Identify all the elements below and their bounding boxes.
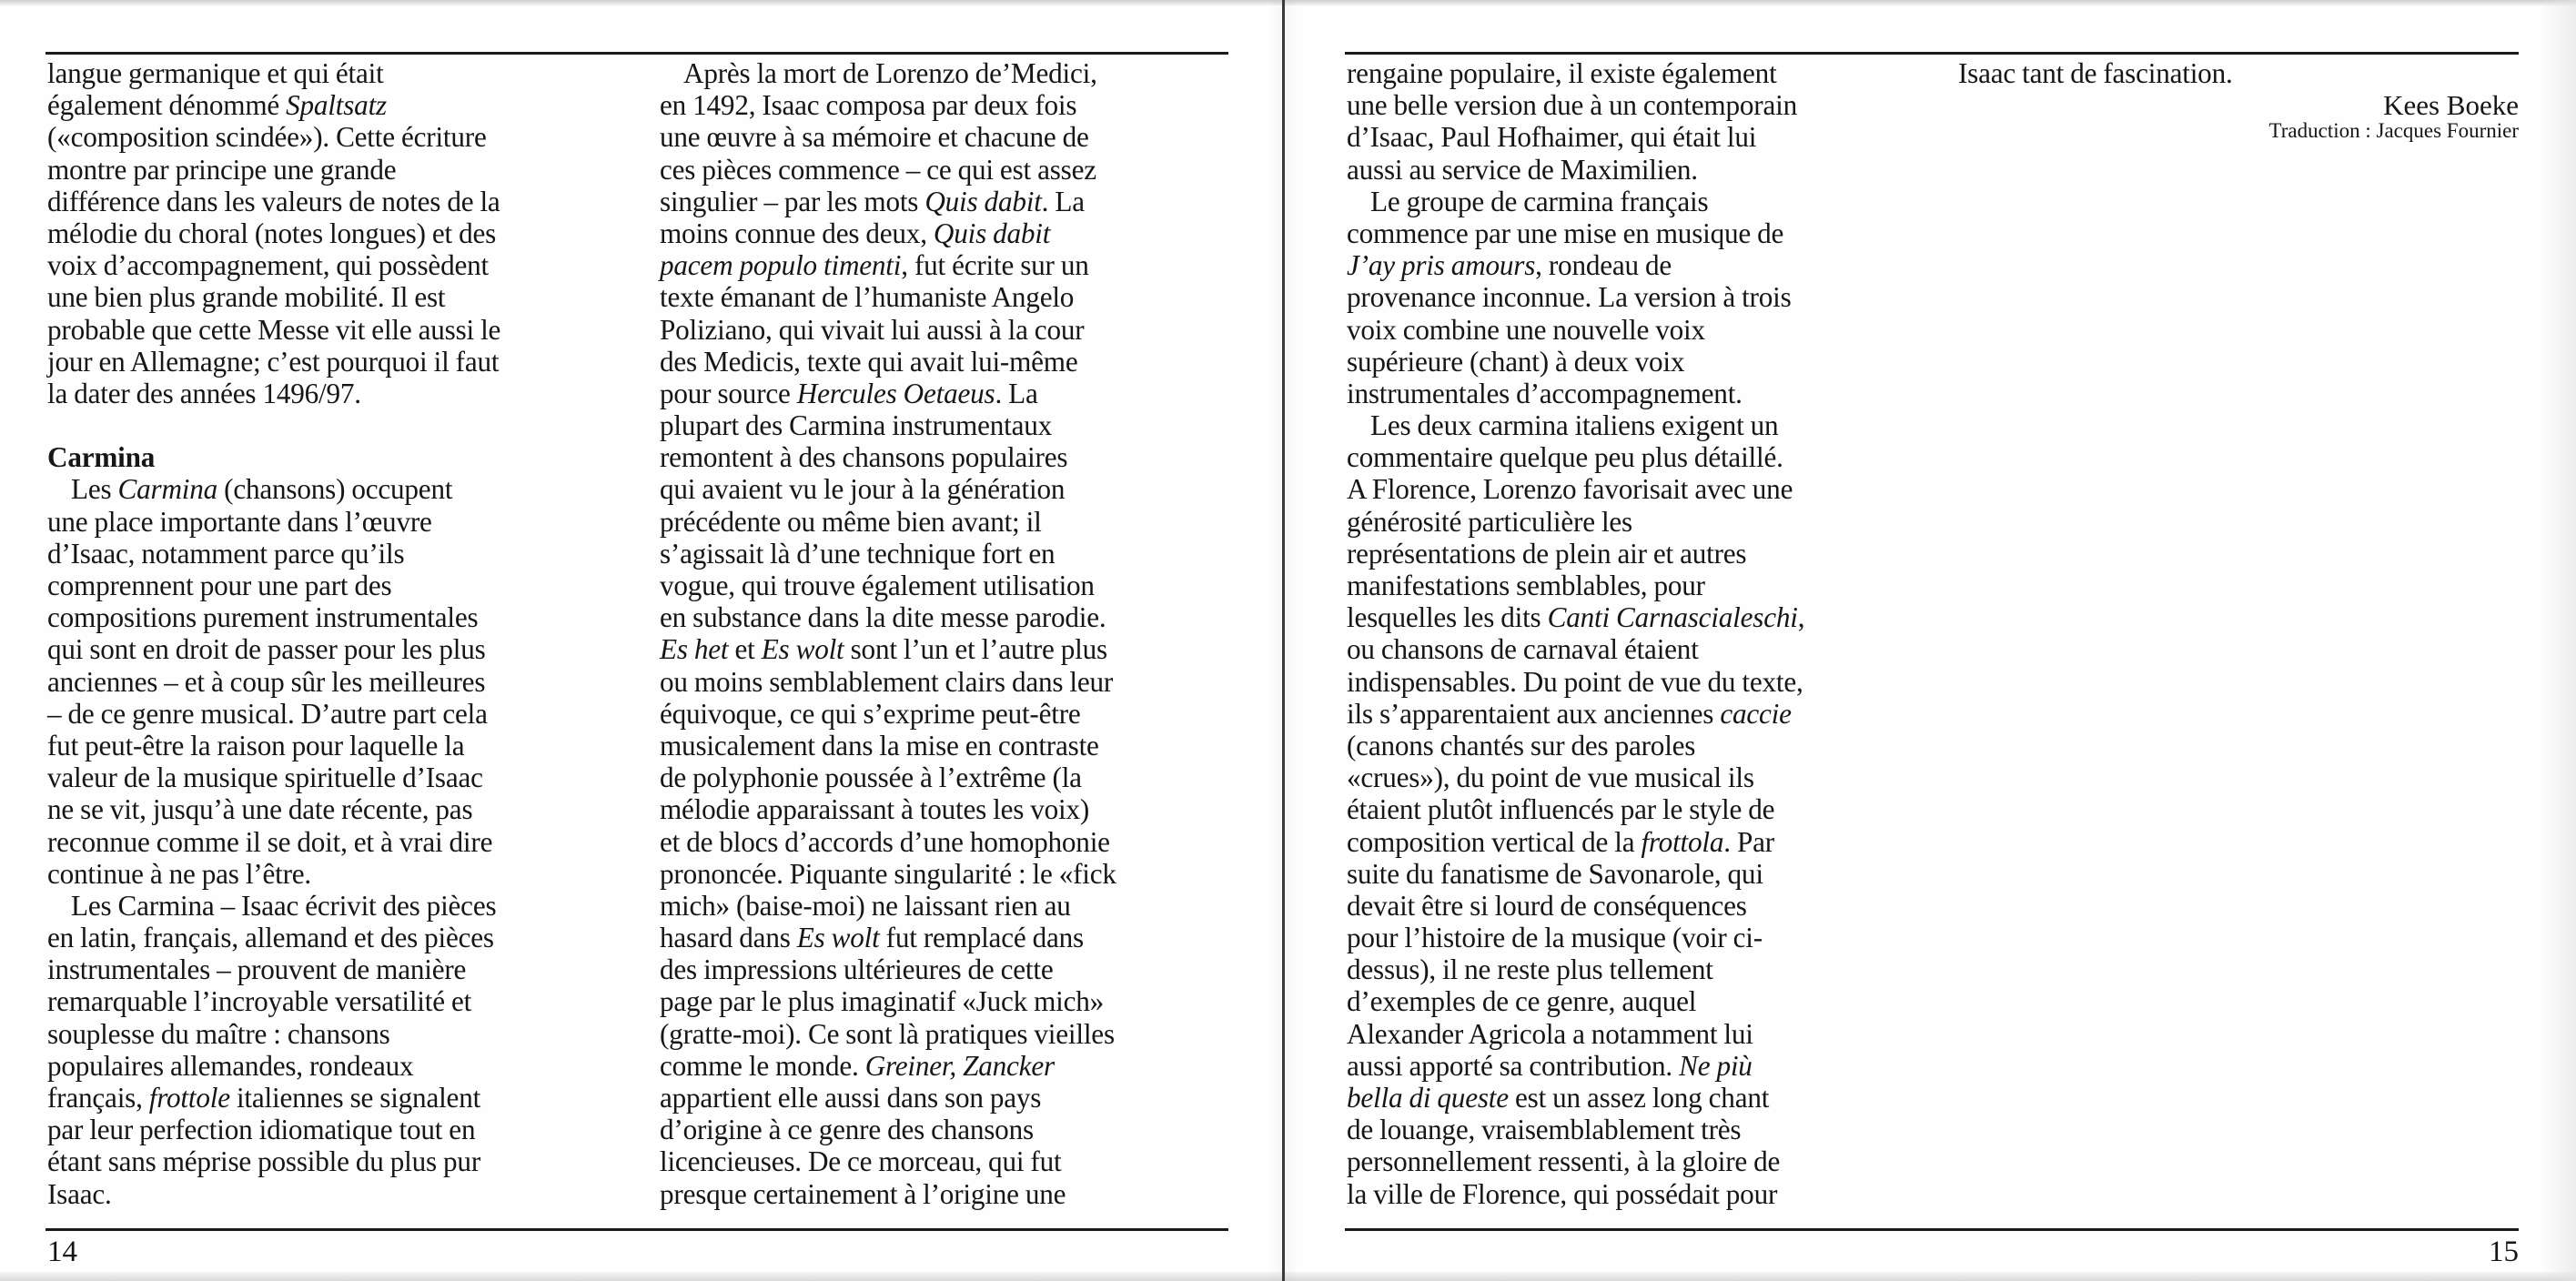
text-segment: de polyphonie poussée à l’extrême (la xyxy=(660,762,1082,794)
text-line xyxy=(47,1178,500,1210)
text-segment: de louange, vraisemblablement très xyxy=(1347,1114,1742,1146)
text-line xyxy=(1347,570,1804,601)
top-rule-left xyxy=(45,52,1228,55)
bottom-rule-left xyxy=(45,1228,1228,1231)
text-segment: licencieuses. De ce morceau, qui fut xyxy=(660,1145,1062,1178)
text-line xyxy=(47,1114,500,1145)
right-page-column-1 xyxy=(1347,57,1804,1210)
text-segment: sont l’un et l’autre plus xyxy=(844,633,1107,666)
italic-title: Spaltsatz xyxy=(286,89,387,122)
text-segment: «crues»), du point de vue musical ils xyxy=(1347,762,1754,794)
text-segment: presque certainement à l’origine une xyxy=(660,1177,1066,1210)
text-segment: des Medicis, texte qui avait lui-même xyxy=(660,345,1078,378)
text-line xyxy=(1347,633,1804,665)
text-line xyxy=(1347,281,1804,313)
text-segment: page par le plus imaginatif «Juck mich» xyxy=(660,985,1105,1018)
text-segment: français, xyxy=(47,1082,149,1114)
text-line xyxy=(660,730,1116,762)
text-segment: Alexander Agricola a notamment lui xyxy=(1347,1017,1753,1050)
text-segment: la ville de Florence, qui possédait pour xyxy=(1347,1177,1778,1210)
italic-title: Canti Carnascialeschi xyxy=(1547,601,1798,634)
italic-title: Es wolt xyxy=(796,922,880,954)
text-line xyxy=(660,1145,1116,1177)
text-segment: voix combine une nouvelle voix xyxy=(1347,313,1705,346)
text-line xyxy=(1347,89,1804,121)
text-line xyxy=(1347,506,1804,538)
text-line xyxy=(1347,473,1804,505)
text-line xyxy=(1347,217,1804,249)
text-segment: est un assez long chant xyxy=(1508,1082,1770,1114)
bottom-rule-right xyxy=(1345,1228,2519,1231)
text-line xyxy=(47,314,500,346)
text-line xyxy=(660,826,1116,858)
text-line xyxy=(47,473,500,505)
text-segment: compositions purement instrumentales xyxy=(47,601,479,634)
text-segment: par leur perfection idiomatique tout en xyxy=(47,1114,476,1146)
text-segment: une place importante dans l’œuvre xyxy=(47,505,432,538)
text-line xyxy=(660,762,1116,793)
text-line xyxy=(660,953,1116,985)
page-fold xyxy=(1282,0,1285,1281)
text-segment: mich» (baise-moi) ne laissant rien au xyxy=(660,889,1071,922)
text-segment: texte émanant de l’humaniste Angelo xyxy=(660,281,1075,314)
text-line xyxy=(47,346,500,378)
text-line xyxy=(1347,698,1804,730)
scan-bottom-edge xyxy=(0,1272,2576,1281)
text-segment: souplesse du maître : chansons xyxy=(47,1017,390,1050)
text-line xyxy=(47,249,500,281)
text-line xyxy=(660,57,1116,89)
text-line xyxy=(660,538,1116,570)
text-segment: comme le monde. xyxy=(660,1049,865,1082)
text-segment: fut remplacé dans xyxy=(879,922,1084,954)
text-segment: commentaire quelque peu plus détaillé. xyxy=(1347,441,1783,474)
text-segment: une belle version due à un contemporain xyxy=(1347,89,1797,122)
text-segment: instrumentales – prouvent de manière xyxy=(47,953,467,986)
text-line xyxy=(660,890,1116,922)
text-segment: représentations de plein air et autres xyxy=(1347,537,1747,570)
author-signature: Kees Boeke xyxy=(2383,89,2519,121)
text-line xyxy=(47,281,500,313)
italic-title: frottole xyxy=(148,1082,230,1114)
text-line xyxy=(47,217,500,249)
text-line xyxy=(1347,858,1804,890)
text-segment: supérieure (chant) à deux voix xyxy=(1347,345,1685,378)
text-line xyxy=(1347,953,1804,985)
italic-title: Quis dabit xyxy=(924,185,1042,217)
text-line xyxy=(1347,441,1804,473)
text-segment: remarquable l’incroyable versatilité et xyxy=(47,985,472,1018)
text-line xyxy=(660,858,1116,890)
top-rule-right xyxy=(1345,52,2519,55)
text-line xyxy=(1347,601,1804,633)
left-page-column-1 xyxy=(47,57,500,1210)
text-segment: Après la mort de Lorenzo de’Medici, xyxy=(683,57,1097,89)
italic-title: frottola xyxy=(1641,825,1724,858)
text-segment: également dénommé xyxy=(47,89,287,122)
text-segment: prononcée. Piquante singularité : le «fick xyxy=(660,857,1116,890)
text-line xyxy=(47,793,500,825)
text-line xyxy=(47,666,500,698)
text-line xyxy=(1347,666,1804,698)
text-segment: Les xyxy=(71,473,118,506)
text-segment: ou chansons de carnaval étaient xyxy=(1347,633,1699,666)
text-segment: une bien plus grande mobilité. Il est xyxy=(47,281,446,314)
text-segment: remontent à des chansons populaires xyxy=(660,441,1068,474)
text-line xyxy=(660,249,1116,281)
text-segment: Isaac tant de fascination. xyxy=(1958,57,2233,89)
text-line xyxy=(1347,1018,1804,1050)
page-number-left: 14 xyxy=(47,1236,77,1268)
text-segment: continue à ne pas l’être. xyxy=(47,857,312,890)
text-segment: ces pièces commence – ce qui est assez xyxy=(660,153,1096,186)
text-line xyxy=(660,346,1116,378)
text-line xyxy=(1347,57,1804,89)
italic-title: Es wolt xyxy=(761,633,844,666)
text-segment: («composition scindée»). Cette écriture xyxy=(47,121,487,154)
text-line xyxy=(47,890,500,922)
text-line xyxy=(1347,1050,1804,1082)
text-segment: étaient plutôt influencés par le style de xyxy=(1347,793,1775,826)
italic-title: Carmina xyxy=(117,473,218,506)
text-segment: langue germanique et qui était xyxy=(47,57,384,89)
text-segment: jour en Allemagne; c’est pourquoi il faut xyxy=(47,345,500,378)
text-line xyxy=(660,1082,1116,1114)
text-segment: qui sont en droit de passer pour les plus xyxy=(47,633,486,666)
text-segment: (gratte-moi). Ce sont là pratiques vieilles xyxy=(660,1017,1115,1050)
text-segment: hasard dans xyxy=(660,922,797,954)
text-line xyxy=(1347,346,1804,378)
italic-title: caccie xyxy=(1720,697,1792,730)
text-line xyxy=(1347,1114,1804,1145)
section-heading xyxy=(47,441,500,473)
text-segment: d’Isaac, notamment parce qu’ils xyxy=(47,537,405,570)
italic-title: Greiner, Zancker xyxy=(864,1049,1055,1082)
text-line xyxy=(660,441,1116,473)
text-line xyxy=(660,217,1116,249)
left-page-column-2 xyxy=(660,57,1116,1210)
text-line xyxy=(660,121,1116,153)
text-line xyxy=(47,570,500,601)
text-line xyxy=(47,698,500,730)
text-line xyxy=(660,473,1116,505)
text-line xyxy=(1347,985,1804,1017)
translator-credit: Traduction : Jacques Fournier xyxy=(2268,119,2519,142)
text-line xyxy=(660,633,1116,665)
text-segment: Les Carmina – Isaac écrivit des pièces xyxy=(71,889,497,922)
text-segment: aussi au service de Maximilien. xyxy=(1347,153,1698,186)
text-line xyxy=(47,378,500,409)
text-line xyxy=(660,1050,1116,1082)
text-segment: ils s’apparentaient aux anciennes xyxy=(1347,697,1721,730)
text-segment: fut peut-être la raison pour laquelle la xyxy=(47,729,465,762)
text-line xyxy=(1347,154,1804,186)
text-line xyxy=(660,154,1116,186)
text-segment: commence par une mise en musique de xyxy=(1347,217,1784,249)
text-segment: une œuvre à sa mémoire et chacune de xyxy=(660,121,1089,154)
text-line xyxy=(47,538,500,570)
text-line xyxy=(660,378,1116,409)
text-line xyxy=(47,601,500,633)
text-segment: manifestations semblables, pour xyxy=(1347,570,1705,601)
text-line xyxy=(660,570,1116,601)
text-line xyxy=(660,601,1116,633)
italic-title: Ne più xyxy=(1679,1049,1753,1082)
text-segment: des impressions ultérieures de cette xyxy=(660,953,1054,986)
text-line xyxy=(660,985,1116,1017)
text-line xyxy=(1347,890,1804,922)
text-segment: en latin, français, allemand et des pièces xyxy=(47,922,494,954)
text-segment: aussi apporté sa contribution. xyxy=(1347,1049,1680,1082)
text-segment: voix d’accompagnement, qui possèdent xyxy=(47,249,489,282)
text-segment: , rondeau de xyxy=(1535,249,1672,282)
text-line xyxy=(1347,121,1804,153)
text-line xyxy=(1347,409,1804,441)
text-line xyxy=(660,1114,1116,1145)
text-segment: instrumentales d’accompagnement. xyxy=(1347,377,1743,409)
text-segment: d’Isaac, Paul Hofhaimer, qui était lui xyxy=(1347,121,1757,154)
text-line xyxy=(47,762,500,793)
text-segment: et de blocs d’accords d’une homophonie xyxy=(660,825,1110,858)
text-segment: composition vertical de la xyxy=(1347,825,1642,858)
text-segment: rengaine populaire, il existe également xyxy=(1347,57,1777,89)
text-line xyxy=(1347,922,1804,953)
text-line xyxy=(1347,378,1804,409)
text-line xyxy=(660,793,1116,825)
text-segment: montre par principe une grande xyxy=(47,153,397,186)
text-line xyxy=(1347,1178,1804,1210)
text-segment: indispensables. Du point de vue du texte, xyxy=(1347,665,1803,698)
text-line xyxy=(47,633,500,665)
text-segment: , xyxy=(1797,601,1805,634)
text-segment: Poliziano, qui vivait lui aussi à la cour xyxy=(660,313,1085,346)
text-line xyxy=(1347,186,1804,217)
text-segment: A Florence, Lorenzo favorisait avec une xyxy=(1347,473,1793,506)
text-line xyxy=(1347,1145,1804,1177)
text-segment: Isaac. xyxy=(47,1177,112,1210)
text-line xyxy=(660,666,1116,698)
text-segment: différence dans les valeurs de notes de la xyxy=(47,185,500,217)
text-segment: mélodie du choral (notes longues) et des xyxy=(47,217,497,249)
text-segment: plupart des Carmina instrumentaux xyxy=(660,409,1053,442)
page-number-right: 15 xyxy=(2489,1236,2519,1268)
scan-right-edge xyxy=(2540,0,2576,1281)
text-segment: générosité particulière les xyxy=(1347,505,1632,538)
text-segment: précédente ou même bien avant; il xyxy=(660,505,1042,538)
italic-title: Quis dabit xyxy=(933,217,1051,249)
text-line xyxy=(47,730,500,762)
text-segment: . Par xyxy=(1723,825,1774,858)
text-line xyxy=(47,1145,500,1177)
text-line xyxy=(1347,826,1804,858)
text-line xyxy=(1347,314,1804,346)
text-segment: d’origine à ce genre des chansons xyxy=(660,1114,1034,1146)
text-line xyxy=(1347,538,1804,570)
text-segment: étant sans méprise possible du plus pur xyxy=(47,1145,481,1178)
text-segment: qui avaient vu le jour à la génération xyxy=(660,473,1066,506)
text-segment: ou moins semblablement clairs dans leur xyxy=(660,665,1114,698)
text-segment: comprennent pour une part des xyxy=(47,570,392,601)
text-segment: moins connue des deux, xyxy=(660,217,934,249)
text-line xyxy=(47,57,500,89)
text-line xyxy=(47,506,500,538)
text-line xyxy=(660,281,1116,313)
text-line xyxy=(47,121,500,153)
text-segment: probable que cette Messe vit elle aussi le xyxy=(47,313,501,346)
text-segment: s’agissait là d’une technique fort en xyxy=(660,537,1056,570)
text-line xyxy=(660,1018,1116,1050)
text-line xyxy=(47,953,500,985)
text-segment: en substance dans la dite messe parodie. xyxy=(660,601,1106,634)
text-segment: personnellement ressenti, à la gloire de xyxy=(1347,1145,1781,1178)
text-line xyxy=(1347,793,1804,825)
text-segment: . La xyxy=(995,377,1038,409)
text-line xyxy=(1958,57,2233,89)
text-segment: pour l’histoire de la musique (voir ci- xyxy=(1347,922,1763,954)
text-line xyxy=(47,1082,500,1114)
text-line xyxy=(1347,762,1804,793)
text-segment: musicalement dans la mise en contraste xyxy=(660,729,1099,762)
text-line xyxy=(660,186,1116,217)
text-segment: Le groupe de carmina français xyxy=(1370,185,1709,217)
text-segment: (chansons) occupent xyxy=(217,473,453,506)
text-segment: pour source xyxy=(660,377,797,409)
text-segment: reconnue comme il se doit, et à vrai dire xyxy=(47,825,493,858)
text-segment: et xyxy=(728,633,762,666)
text-segment: populaires allemandes, rondeaux xyxy=(47,1049,414,1082)
right-page-column-2 xyxy=(1958,57,2233,89)
text-segment: lesquelles les dits xyxy=(1347,601,1548,634)
text-segment: provenance inconnue. La version à trois xyxy=(1347,281,1792,314)
text-line xyxy=(660,506,1116,538)
italic-title: Hercules Oetaeus xyxy=(796,377,995,409)
text-line xyxy=(660,409,1116,441)
paragraph-spacer xyxy=(47,409,500,441)
italic-title: Es het xyxy=(660,633,729,666)
text-segment: ne se vit, jusqu’à une date récente, pas xyxy=(47,793,473,826)
italic-title: J’ay pris amours xyxy=(1347,249,1536,282)
text-line xyxy=(660,698,1116,730)
text-line xyxy=(47,922,500,953)
text-line xyxy=(47,89,500,121)
text-segment: suite du fanatisme de Savonarole, qui xyxy=(1347,857,1763,890)
text-line xyxy=(47,858,500,890)
text-segment: valeur de la musique spirituelle d’Isaac xyxy=(47,762,483,794)
text-line xyxy=(47,1050,500,1082)
text-segment: équivoque, ce qui s’exprime peut-être xyxy=(660,697,1081,730)
text-segment: (canons chantés sur des paroles xyxy=(1347,729,1696,762)
italic-title: pacem populo timenti xyxy=(660,249,902,282)
text-line xyxy=(1347,1082,1804,1114)
text-segment: – de ce genre musical. D’autre part cela xyxy=(47,697,488,730)
text-segment: italiennes se signalent xyxy=(229,1082,481,1114)
text-line xyxy=(660,89,1116,121)
text-line xyxy=(660,1178,1116,1210)
text-segment: Les deux carmina italiens exigent un xyxy=(1370,409,1779,442)
scan-top-edge xyxy=(0,0,2576,5)
text-segment: d’exemples de ce genre, auquel xyxy=(1347,985,1697,1018)
text-segment: appartient elle aussi dans son pays xyxy=(660,1082,1042,1114)
text-line xyxy=(660,314,1116,346)
text-line xyxy=(660,922,1116,953)
text-segment: . La xyxy=(1041,185,1085,217)
text-segment: anciennes – et à coup sûr les meilleures xyxy=(47,665,486,698)
text-segment: , fut écrite sur un xyxy=(901,249,1089,282)
text-line xyxy=(47,154,500,186)
text-segment: dessus), il ne reste plus tellement xyxy=(1347,953,1713,986)
text-line xyxy=(47,186,500,217)
text-line xyxy=(47,985,500,1017)
text-segment: mélodie apparaissant à toutes les voix) xyxy=(660,793,1090,826)
text-segment: la dater des années 1496/97. xyxy=(47,377,361,409)
text-line xyxy=(1347,249,1804,281)
text-line xyxy=(47,826,500,858)
text-line xyxy=(47,1018,500,1050)
text-line xyxy=(1347,730,1804,762)
text-segment: en 1492, Isaac composa par deux fois xyxy=(660,89,1077,122)
text-segment: vogue, qui trouve également utilisation xyxy=(660,570,1095,601)
text-segment: devait être si lourd de conséquences xyxy=(1347,889,1747,922)
text-segment: singulier – par les mots xyxy=(660,185,925,217)
italic-title: bella di queste xyxy=(1347,1082,1509,1114)
text-segment: Carmina xyxy=(47,441,156,474)
